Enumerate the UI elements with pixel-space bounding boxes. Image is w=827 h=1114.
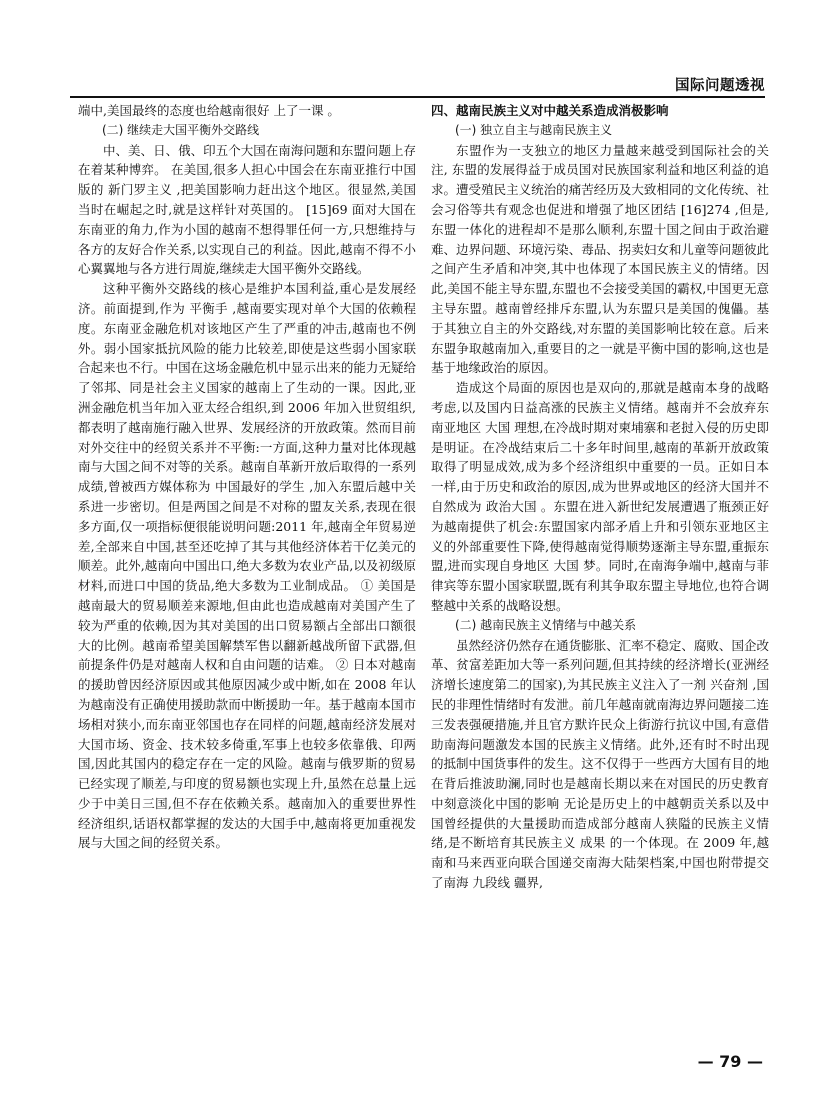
paragraph: 东盟作为一支独立的地区力量越来越受到国际社会的关注, 东盟的发展得益于成员国对民族国家利益和地区利益的追求。遭受殖民主义统治的痛苦经历及大致相同的文化传统、社会习俗等共有观念也促进和增强了地区团结 [16]274 ,但是,东盟一体化的进程却不是那么顺利,东盟十国之间由于政治避难、边界问题、环境污染、毒品、拐卖妇女和儿童等问题彼此之间产生矛盾和冲突,其中也体现了本国民族主义的情绪。因此,美国不能主导东盟,东盟也不会接受美国的霸权,中国更无意主导东盟。越南曾经排斥东盟,认为东盟只是美国的傀儡。基于其独立自主的外交路线,对东盟的美国影响比较在意。后来东盟争取越南加入,重要目的之一就是平衡中国的影响,这也是基于地缘政治的原因。 <box>431 142 769 376</box>
page-number: — 79 — <box>697 1052 763 1071</box>
paragraph: 造成这个局面的原因也是双向的,那就是越南本身的战略考虑,以及国内日益高涨的民族主义情绪。越南并不会放弃东南亚地区 大国 理想,在冷战时期对柬埔寨和老挝入侵的历史即是明证。在冷战结束后二十多年时间里,越南的革新开放政策取得了明显成效,成为多个经济组织中重要的一员。正如日本一样,由于历史和政治的原因,成为世界或地区的经济大国并不自然成为 政治大国 。东盟在进入新世纪发展遭遇了瓶颈正好为越南提供了机会:东盟国家内部矛盾上升和引领东亚地区主义的外部重要性下降,使得越南觉得顺势逐渐主导东盟,重振东盟,进而实现自身地区 大国 梦。同时,在南海争端中,越南与菲律宾等东盟小国家联盟,既有利其争取东盟主导地位,也符合调整越中关系的战略设想。 <box>431 380 769 613</box>
subsection-heading-independence: (一) 独立自主与越南民族主义 <box>455 122 613 137</box>
subsection-heading-balance-diplomacy: (二) 继续走大国平衡外交路线 <box>102 122 260 137</box>
header-rule <box>70 96 765 98</box>
subsection-heading-nationalist-sentiment: (二) 越南民族主义情绪与中越关系 <box>455 617 637 632</box>
section-heading-nationalism: 四、越南民族主义对中越关系造成消极影响 <box>431 103 669 118</box>
paragraph: 中、美、日、俄、印五个大国在南海问题和东盟问题上存在着某种博弈。 在美国,很多人担心中国会在东南亚推行中国版的 新门罗主义 ,把美国影响力赶出这个地区。很显然,美国当时在崛起之时,就是这样针对英国的。 [15]69 面对大国在东南亚的角力,作为小国的越南不想得罪任何一方,只想维持与各方的友好合作关系,以实现自己的利益。因此,越南不得不小心翼翼地与各方进行周旋,继续走大国平衡外交路线。 <box>78 142 416 277</box>
left-column <box>78 101 416 853</box>
continued-paragraph: 端中,美国最终的态度也给越南很好 上了一课 。 <box>78 103 340 118</box>
paragraph: 虽然经济仍然存在通货膨胀、汇率不稳定、腐败、国企改革、贫富差距加大等一系列问题,但其持续的经济增长(亚洲经济增长速度第二的国家),为其民族主义注入了一剂 兴奋剂 ,国民的非理性情绪时有发泄。前几年越南就南海边界问题接二连三发表强硬措施,并且官方默许民众上街游行抗议中国,有意借助南海问题激发本国的民族主义情绪。此外,还有时不时出现的抵制中国货事件的发生。这不仅得于一些西方大国有目的地在背后推波助澜,同时也是越南长期以来在对国民的历史教育中刻意淡化中国的影响 无论是历史上的中越朝贡关系以及中国曾经提供的大量援助而造成部分越南人狭隘的民族主义情绪,是不断培育其民族主义 成果 的一个体现。在 2009 年,越南和马来西亚向联合国递交南海大陆架档案,中国也附带提交了南海 九段线 疆界, <box>431 637 769 891</box>
paragraph: 这种平衡外交路线的核心是维护本国利益,重心是发展经济。前面提到,作为 平衡手 ,越南要实现对单个大国的依赖程度。东南亚金融危机对该地区产生了严重的冲击,越南也不例外。弱小国家抵抗风险的能力比较差,即使是这些弱小国家联合起来也不行。中国在这场金融危机中显示出来的能力无疑给了邻邦、同是社会主义国家的越南上了生动的一课。因此,亚洲金融危机当年加入亚太经合组织,到 2006 年加入世贸组织,都表明了越南施行融入世界、发展经济的开放政策。然而目前对外交往中的经贸关系并不平衡:一方面,这种力量对比体现越南与大国之间不对等的关系。越南自革新开放后取得的一系列成绩,曾被西方媒体称为 中国最好的学生 ,加入东盟后越中关系进一步密切。但是两国之间是不对称的盟友关系,表现在很多方面,仅一项指标便很能说明问题:2011 年,越南全年贸易逆差,全部来自中国,甚至还吃掉了其与其他经济体若干亿美元的顺差。此外,越南向中国出口,绝大多数为农业产品,以及初级原材料,而进口中国的货品,绝大多数为工业制成品。 ① 美国是越南最大的贸易顺差来源地,但由此也造成越南对美国产生了较为严重的依赖,因为其对美国的出口贸易额占全部出口额很大的比例。越南希望美国解禁军售以翻新越战所留下武器,但前提条件仍是对越南人权和自由问题的诘难。 ② 日本对越南的援助曾因经济原因或其他原因减少或中断,如在 2008 年认为越南没有正确使用援助款而中断援助一年。基于越南本国市场相对狭小,而东南亚邻国也存在同样的问题,越南经济发展对大国市场、资金、技术较多倚重,军事上也较多依靠俄、印两国,因此其国内的稳定存在一定的风险。越南与俄罗斯的贸易已经实现了顺差,与印度的贸易额也实现上升,虽然在总量上远少于中美日三国,但不存在依赖关系。越南加入的重要世界性经济组织,话语权都掌握的发达的大国手中,越南将更加重视发展与大国之间的经贸关系。 <box>78 281 416 851</box>
journal-section-title: 国际问题透视 <box>675 78 765 94</box>
right-column <box>431 101 769 893</box>
